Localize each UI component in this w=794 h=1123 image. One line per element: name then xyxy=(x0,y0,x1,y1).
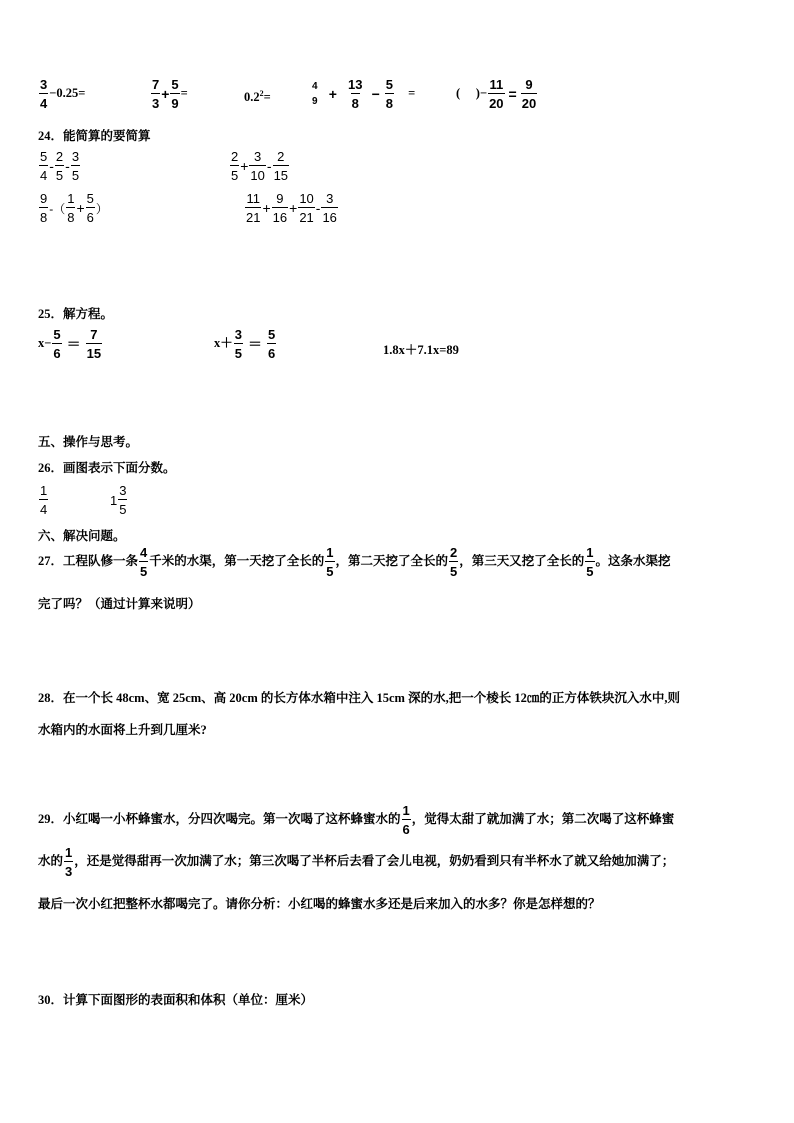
question-27-line-2: 完了吗？（通过计算来说明） xyxy=(38,597,201,611)
fraction: $\frac{3}{4}$ xyxy=(40,77,48,111)
fraction: 4 9 xyxy=(312,80,318,107)
fraction: $\frac{5}{8}$ xyxy=(385,77,394,111)
question-29-line-3: 最后一次小红把整杯水都喝完了。请你分析：小红喝的蜂蜜水多还是后来加入的水多？你是怎样想的？ xyxy=(38,897,601,911)
question-28-line-1: 28．在一个长 48cm、宽 25cm、高 20cm 的长方体水箱中注入 15cm 深的水,把一个棱长 12㎝的正方体铁块沉入水中,则 xyxy=(38,691,680,705)
equals: = xyxy=(180,85,188,100)
question-28-line-2: 水箱内的水面将上升到几厘米? xyxy=(38,723,207,737)
question-29-line-1: 29．小红喝一小杯蜂蜜水，分四次喝完。第一次喝了这杯蜂蜜水的 $\frac{1}{6}$ ，觉得太甜了就加满了水；第二次喝了这杯蜂蜜 xyxy=(38,803,675,837)
equation-25-2: x＋ $\frac{3}{5}$ ＝ $\frac{5}{6}$ xyxy=(214,327,276,361)
question-26-title: 26．画图表示下面分数。 xyxy=(38,461,176,475)
expr-24-2: $\frac{2}{5}$ + $\frac{3}{10}$ - $\frac{2}{15}$ xyxy=(231,149,289,183)
fraction: $\frac{13}{8}$ xyxy=(348,77,363,111)
expr-24-1: $\frac{5}{4}$ - $\frac{2}{5}$ - $\frac{3}{5}$ xyxy=(40,149,80,183)
expr-23-1 xyxy=(38,78,85,110)
expr-24-4: $\frac{11}{21}$ + $\frac{9}{16}$ + $\frac{10}{21}$ - $\frac{3}{16}$ xyxy=(246,191,337,225)
equation-25-1: x− $\frac{5}{6}$ ＝ $\frac{7}{15}$ xyxy=(38,327,102,361)
expr-23-3: $0.2^2=$ xyxy=(244,89,271,105)
question-27-line-1: 27．工程队修一条 $\frac{4}{5}$ 千米的水渠，第一天挖了全长的 $\frac{1}{5}$ ，第二天挖了全长的 $\frac{2}{5}$ ，第三天又挖了全长的 $\frac{1}{5}$ 。这条水渠挖 xyxy=(38,545,671,579)
fraction-26-1: $\frac{1}{4}$ xyxy=(40,483,48,517)
question-25-title: 25．解方程。 xyxy=(38,307,114,321)
section-6-title: 六、解决问题。 xyxy=(38,529,126,543)
expr-text: −0.25= xyxy=(49,85,86,100)
question-29-line-2: 水的 $\frac{1}{3}$ ，还是觉得甜再一次加满了水；第三次喝了半杯后去看了会儿电视，奶奶看到只有半杯水了就又给她加满了； xyxy=(38,845,675,879)
question-24-title: 24．能简算的要简算 xyxy=(38,129,151,143)
fraction: $\frac{7}{3}$ xyxy=(152,77,160,111)
fraction: $\frac{5}{9}$ xyxy=(171,77,179,111)
expr-23-4: 4 9 + $\frac{13}{8}$ − $\frac{5}{8}$ = xyxy=(312,77,416,111)
expr-24-3: $\frac{9}{8}$ -（ $\frac{1}{8}$ + $\frac{5}{6}$ ） xyxy=(40,191,108,225)
section-5-title: 五、操作与思考。 xyxy=(38,435,139,449)
mixed-fraction-26-2: 1 $\frac{3}{5}$ xyxy=(110,483,127,517)
question-30-title: 30．计算下面图形的表面积和体积（单位：厘米） xyxy=(38,993,314,1007)
fraction: $\frac{11}{20}$ xyxy=(489,77,504,111)
expr-23-2 xyxy=(150,78,188,110)
expr-23-5: ( )− $\frac{11}{20}$ = $\frac{9}{20}$ xyxy=(456,77,537,111)
operator: + xyxy=(161,86,170,102)
fraction: $\frac{9}{20}$ xyxy=(521,77,537,111)
equation-25-3: 1.8x＋7.1x=89 xyxy=(383,343,459,357)
